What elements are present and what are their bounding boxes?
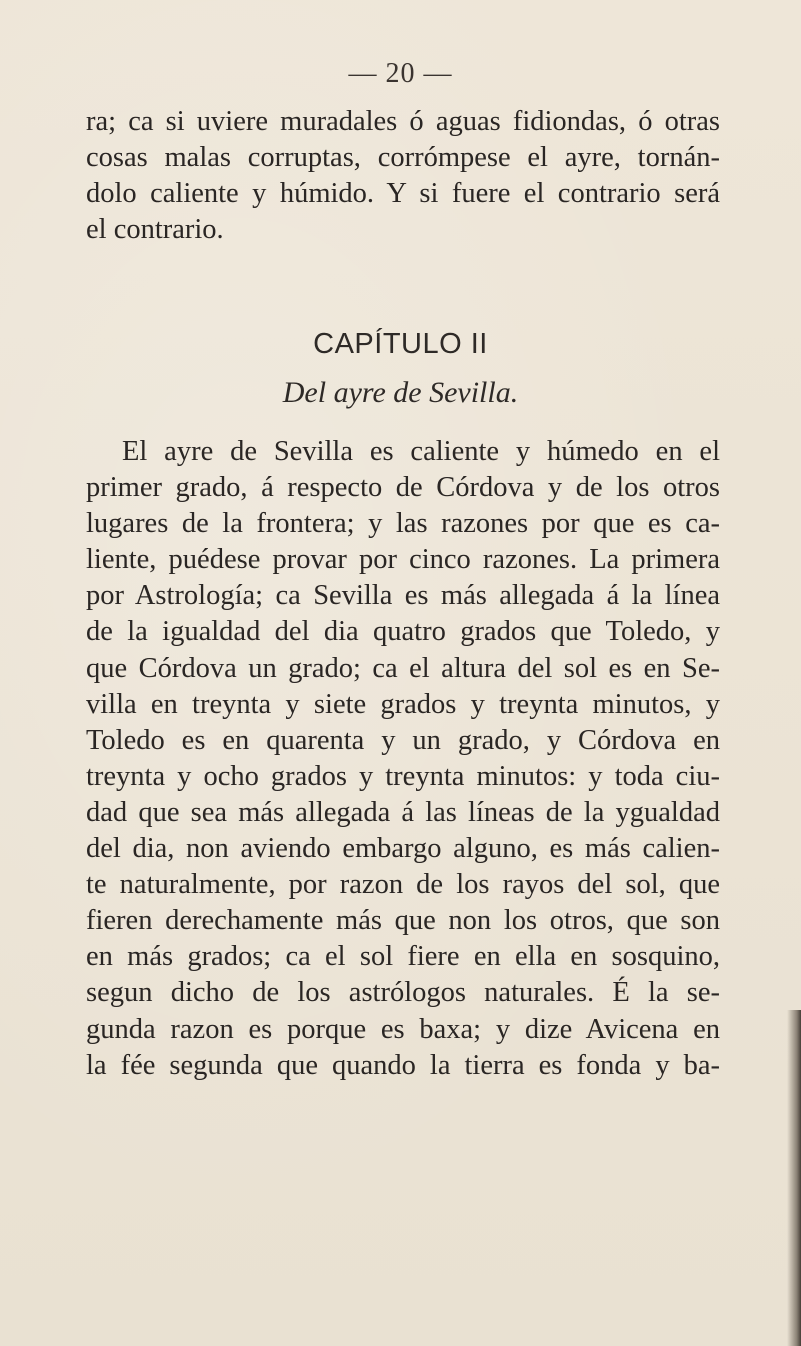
text-line: te naturalmente, por razon de los rayos del sol, que (86, 869, 720, 901)
page-number: — 20 — (348, 58, 453, 89)
chapter-title: CAPÍTULO II (313, 328, 488, 360)
text-line: cosas malas corruptas, corrómpese el ayre, tornán- (86, 142, 720, 174)
text-line: ra; ca si uviere muradales ó aguas fidiondas, ó otras (86, 106, 720, 137)
text-line: la fée segunda que quando la tierra es fonda y ba- (86, 1049, 720, 1081)
text-line: liente, puédese provar por cinco razones. La primera (86, 544, 720, 576)
text-line: primer grado, á respecto de Córdova y de los otros (86, 472, 720, 504)
chapter-paragraph (86, 434, 720, 1084)
paragraph-continuation (86, 104, 720, 248)
text-line: lugares de la frontera; y las razones por que es ca- (86, 508, 720, 540)
text-line: por Astrología; ca Sevilla es más allegada á la línea (86, 580, 720, 612)
text-line: gunda razon es porque es baxa; y dize Avicena en (86, 1013, 720, 1045)
text-line: el contrario. (86, 214, 224, 246)
text-line: El ayre de Sevilla es caliente y húmedo en el (122, 436, 720, 467)
page-edge-shadow (787, 1010, 801, 1346)
text-line: dolo caliente y húmido. Y si fuere el contrario será (86, 178, 720, 210)
text-line: fieren derechamente más que non los otros, que son (86, 905, 720, 937)
text-line: en más grados; ca el sol fiere en ella en sosquino, (86, 941, 720, 973)
text-line: Toledo es en quarenta y un grado, y Córdova en (86, 724, 720, 756)
text-line: dad que sea más allegada á las líneas de la ygualdad (86, 796, 720, 828)
text-line: que Córdova un grado; ca el altura del sol es en Se- (86, 652, 720, 684)
text-line: del dia, non aviendo embargo alguno, es más calien- (86, 833, 720, 865)
chapter-subtitle: Del ayre de Sevilla. (282, 376, 519, 409)
text-line: segun dicho de los astrólogos naturales. É la se- (86, 977, 720, 1009)
text-line: de la igualdad del dia quatro grados que Toledo, y (86, 616, 720, 648)
text-line: treynta y ocho grados y treynta minutos: y toda ciu- (86, 760, 720, 792)
text-line: villa en treynta y siete grados y treynta minutos, y (86, 688, 720, 720)
